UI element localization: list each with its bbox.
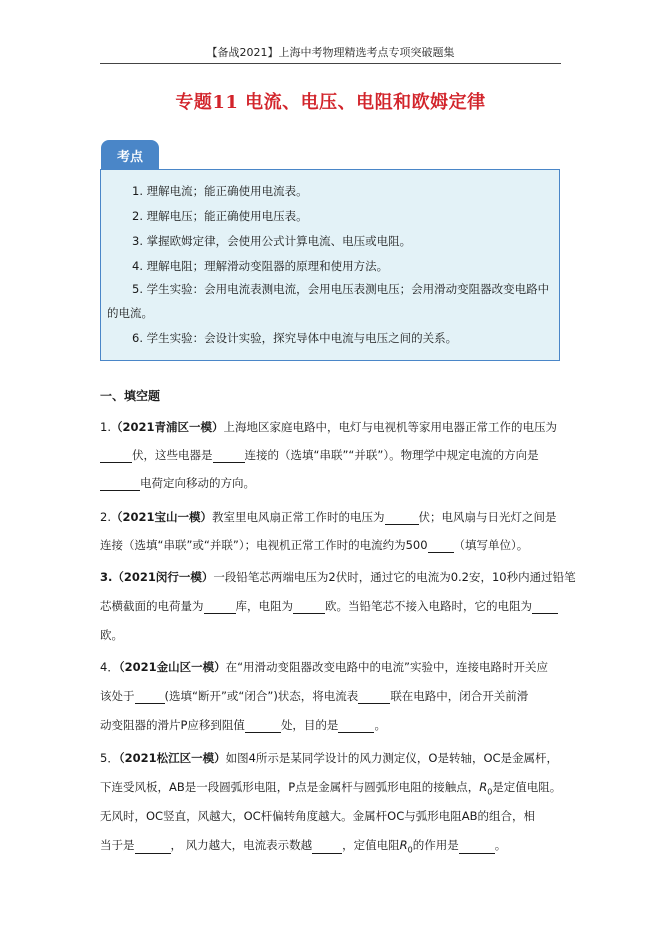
question-text: 库，电阻为 xyxy=(235,599,293,613)
question-text: 一段铅笔芯两端电压为2伏时，通过它的电流为0.2安，10秒内通过铅笔 xyxy=(213,570,576,584)
question-1-line xyxy=(100,475,255,491)
question-5-line xyxy=(100,750,558,766)
r0-subscript: 0 xyxy=(407,845,413,855)
question-4-line xyxy=(100,688,528,704)
question-3-line xyxy=(100,569,576,585)
question-source: （2021青浦区一模） xyxy=(110,420,224,434)
question-text: 连接（选填“串联”或“并联”）；电视机正常工作时的电流约为500 xyxy=(100,538,428,552)
question-5-line xyxy=(100,779,561,796)
question-text: 是定值电阻。 xyxy=(492,780,562,794)
kaodian-item: 1. 理解电流；能正确使用电流表。 xyxy=(132,184,308,198)
header-rule xyxy=(100,63,561,64)
question-text: 连接的（选填“串联”“并联”）。物理学中规定电流的方向是 xyxy=(244,448,539,462)
question-text: 如图4所示是某同学设计的风力测定仪，O是转轴，OC是金属杆， xyxy=(225,751,559,765)
kaodian-tab: 考点 xyxy=(101,140,159,170)
answer-blank[interactable] xyxy=(135,690,165,704)
answer-blank[interactable] xyxy=(204,600,236,614)
question-1-line xyxy=(100,419,557,435)
question-text: 电荷定向移动的方向。 xyxy=(140,476,255,490)
question-2-line xyxy=(100,537,528,553)
r0-symbol: R xyxy=(399,838,408,852)
question-text: 的作用是 xyxy=(412,838,459,852)
answer-blank[interactable] xyxy=(100,477,140,491)
answer-blank[interactable] xyxy=(385,511,419,525)
kaodian-item: 3. 掌握欧姆定律，会使用公式计算电流、电压或电阻。 xyxy=(132,234,412,248)
question-text: 教室里电风扇正常工作时的电压为 xyxy=(212,510,385,524)
question-text: 联在电路中，闭合开关前滑 xyxy=(390,689,529,703)
answer-blank[interactable] xyxy=(338,719,374,733)
question-text: 欧。当铅笔芯不接入电路时，它的电阻为 xyxy=(325,599,532,613)
question-text: 伏，这些电器是 xyxy=(132,448,213,462)
question-text: （填写单位）。 xyxy=(453,538,529,552)
question-3-line xyxy=(100,598,558,614)
question-text: 上海地区家庭电路中，电灯与电视机等家用电器正常工作的电压为 xyxy=(223,420,557,434)
kaodian-item: 5. 学生实验：会用电流表测电流，会用电压表测电压；会用滑动变阻器改变电路中 xyxy=(132,282,550,296)
question-text: ，定值电阻 xyxy=(342,838,400,852)
kaodian-box xyxy=(100,169,560,361)
answer-blank[interactable] xyxy=(100,449,132,463)
question-text: 该处于 xyxy=(100,689,135,703)
question-4-line xyxy=(100,717,386,733)
question-text: 。 xyxy=(374,718,386,732)
question-text: ， 风力越大，电流表示数越 xyxy=(170,838,313,852)
question-text: 芯横截面的电荷量为 xyxy=(100,599,204,613)
answer-blank[interactable] xyxy=(532,600,558,614)
question-4-line xyxy=(100,659,548,675)
question-text: 动变阻器的滑片P应移到阻值 xyxy=(100,718,245,732)
question-number: 1. xyxy=(100,420,111,434)
answer-blank[interactable] xyxy=(135,840,171,854)
question-text: 欧。 xyxy=(100,628,123,642)
question-source: （2021闵行一模） xyxy=(112,570,214,584)
question-text: 。 xyxy=(494,838,507,852)
question-1-line xyxy=(100,447,539,463)
r0-subscript: 0 xyxy=(487,787,493,797)
question-5-line xyxy=(100,837,506,854)
question-source: （2021松江区一模） xyxy=(118,751,226,765)
section-title: 一、填空题 xyxy=(100,389,161,403)
question-number: 4． xyxy=(100,660,119,674)
question-3-line xyxy=(100,627,123,643)
answer-blank[interactable] xyxy=(213,449,245,463)
question-text: 下连受风板，AB是一段圆弧形电阻，P点是金属杆与圆弧形电阻的接触点， xyxy=(100,780,480,794)
kaodian-item: 4. 理解电阻；理解滑动变阻器的原理和使用方法。 xyxy=(132,259,389,273)
question-source: （2021金山区一模） xyxy=(118,660,226,674)
page-header: 【备战2021】上海中考物理精选考点专项突破题集 xyxy=(206,46,455,59)
kaodian-item: 的电流。 xyxy=(107,306,153,320)
question-text: 在“用滑动变阻器改变电路中的电流”实验中，连接电路时开关应 xyxy=(225,660,549,674)
question-number: 3. xyxy=(100,570,113,584)
question-text: 处，目的是 xyxy=(280,718,339,732)
question-5-line xyxy=(100,808,535,824)
question-number: 5． xyxy=(100,751,119,765)
answer-blank[interactable] xyxy=(312,840,342,854)
question-number: 2. xyxy=(100,510,111,524)
question-text: 无风时，OC竖直，风越大，OC杆偏转角度越大。金属杆OC与弧形电阻AB的组合，相 xyxy=(100,809,535,823)
question-text: (选填“断开”或“闭合”)状态，将电流表 xyxy=(164,689,359,703)
question-source: （2021宝山一模） xyxy=(110,510,212,524)
question-text: 伏；电风扇与日光灯之间是 xyxy=(418,510,557,524)
r0-symbol: R xyxy=(479,780,488,794)
kaodian-item: 6. 学生实验：会设计实验，探究导体中电流与电压之间的关系。 xyxy=(132,331,458,345)
answer-blank[interactable] xyxy=(428,539,454,553)
kaodian-item: 2. 理解电压；能正确使用电压表。 xyxy=(132,209,308,223)
answer-blank[interactable] xyxy=(459,840,495,854)
question-2-line xyxy=(100,509,557,525)
page-title: 专题11 电流、电压、电阻和欧姆定律 xyxy=(175,92,486,113)
question-text: 当于是 xyxy=(100,838,135,852)
answer-blank[interactable] xyxy=(293,600,325,614)
answer-blank[interactable] xyxy=(358,690,390,704)
answer-blank[interactable] xyxy=(245,719,281,733)
